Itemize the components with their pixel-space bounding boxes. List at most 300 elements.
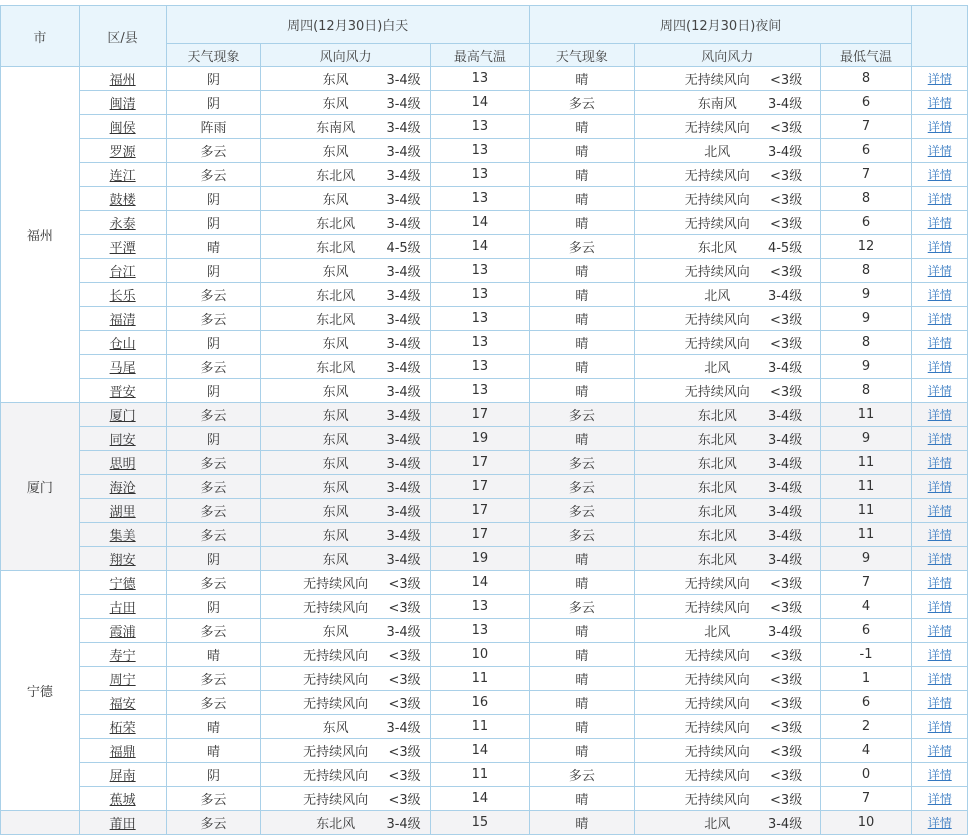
night-wind-level: 3-4级 — [767, 409, 803, 424]
night-wind-direction: 北风 — [704, 289, 731, 304]
day-weather-cell: 多云 — [166, 451, 261, 475]
district-cell — [79, 259, 166, 283]
district-link[interactable]: 霞浦 — [109, 625, 136, 640]
district-link[interactable]: 集美 — [109, 529, 136, 544]
detail-link[interactable]: 详情 — [927, 792, 952, 806]
detail-link[interactable]: 详情 — [927, 96, 952, 110]
night-wind-direction: 无持续风向 — [684, 121, 750, 136]
district-cell — [79, 115, 166, 139]
night-wind-direction: 无持续风向 — [684, 745, 750, 760]
night-weather-cell: 晴 — [529, 547, 634, 571]
night-wind-cell — [634, 115, 820, 139]
night-weather-cell: 晴 — [529, 715, 634, 739]
day-wind-direction: 东风 — [322, 193, 349, 208]
day-wind-cell — [261, 523, 431, 547]
detail-link[interactable]: 详情 — [927, 240, 952, 254]
table-row — [1, 187, 968, 211]
night-wind-level: 3-4级 — [767, 289, 803, 304]
detail-link[interactable]: 详情 — [927, 384, 952, 398]
day-wind-cell — [261, 283, 431, 307]
detail-link[interactable]: 详情 — [927, 648, 952, 662]
detail-cell — [912, 259, 968, 283]
day-weather-cell: 阴 — [166, 331, 261, 355]
night-wind-direction: 无持续风向 — [684, 673, 750, 688]
day-wind-level: 3-4级 — [386, 385, 421, 400]
table-row — [1, 763, 968, 787]
detail-link[interactable]: 详情 — [927, 456, 952, 470]
district-link[interactable]: 同安 — [109, 433, 136, 448]
night-wind-direction: 无持续风向 — [684, 385, 750, 400]
district-link[interactable]: 仓山 — [109, 337, 136, 352]
night-wind-level: 3-4级 — [767, 433, 803, 448]
detail-link[interactable]: 详情 — [927, 504, 952, 518]
detail-cell — [912, 403, 968, 427]
detail-cell — [912, 115, 968, 139]
district-link[interactable]: 闽侯 — [109, 121, 136, 136]
night-wind-cell — [634, 571, 820, 595]
low-temp-cell: 8 — [820, 379, 912, 403]
table-row — [1, 643, 968, 667]
night-weather-cell: 晴 — [529, 163, 634, 187]
detail-cell — [912, 379, 968, 403]
day-wind-direction: 东风 — [322, 337, 349, 352]
night-wind-direction: 东北风 — [697, 409, 737, 424]
day-weather-cell: 多云 — [166, 307, 261, 331]
night-wind-level: <3级 — [770, 673, 803, 688]
district-cell — [79, 283, 166, 307]
detail-cell — [912, 91, 968, 115]
high-temp-cell: 13 — [430, 595, 529, 619]
district-link[interactable]: 莆田 — [109, 817, 136, 832]
night-wind-level: 3-4级 — [767, 505, 803, 520]
high-temp-cell: 13 — [430, 331, 529, 355]
high-temp-cell: 13 — [430, 259, 529, 283]
night-wind-direction: 东北风 — [697, 481, 737, 496]
table-row — [1, 259, 968, 283]
detail-link[interactable]: 详情 — [927, 144, 952, 158]
district-link[interactable]: 福清 — [109, 313, 136, 328]
day-weather-cell: 晴 — [166, 739, 261, 763]
night-wind-cell — [634, 427, 820, 451]
night-weather-cell: 晴 — [529, 643, 634, 667]
night-wind-direction: 北风 — [704, 625, 731, 640]
high-temp-cell: 13 — [430, 307, 529, 331]
district-cell — [79, 499, 166, 523]
detail-link[interactable]: 详情 — [927, 432, 952, 446]
detail-link[interactable]: 详情 — [927, 576, 952, 590]
table-row — [1, 211, 968, 235]
high-temp-cell: 11 — [430, 763, 529, 787]
detail-link[interactable]: 详情 — [927, 600, 952, 614]
high-temp-cell: 14 — [430, 739, 529, 763]
night-wind-level: 3-4级 — [767, 817, 803, 832]
day-wind-level: <3级 — [388, 649, 421, 664]
day-wind-level: 3-4级 — [386, 409, 421, 424]
district-link[interactable]: 罗源 — [109, 145, 136, 160]
night-wind-level: 3-4级 — [767, 481, 803, 496]
table-row — [1, 307, 968, 331]
district-cell — [79, 139, 166, 163]
low-temp-cell: -1 — [820, 643, 912, 667]
low-temp-cell: 11 — [820, 403, 912, 427]
district-cell — [79, 355, 166, 379]
day-wind-direction: 东风 — [322, 505, 349, 520]
district-link[interactable]: 永泰 — [109, 217, 136, 232]
night-wind-level: <3级 — [770, 385, 803, 400]
day-weather-cell: 多云 — [166, 163, 261, 187]
city-cell: 宁德 — [1, 571, 80, 811]
day-wind-cell — [261, 451, 431, 475]
night-weather-cell: 晴 — [529, 67, 634, 91]
district-link[interactable]: 海沧 — [109, 481, 136, 496]
day-wind-direction: 东风 — [322, 73, 349, 88]
table-row — [1, 811, 968, 835]
night-wind-level: <3级 — [770, 73, 803, 88]
district-cell — [79, 451, 166, 475]
detail-link[interactable]: 详情 — [927, 744, 952, 758]
detail-link[interactable]: 详情 — [927, 288, 952, 302]
high-temp-cell: 13 — [430, 619, 529, 643]
detail-cell — [912, 283, 968, 307]
night-wind-direction: 无持续风向 — [684, 697, 750, 712]
night-wind-direction: 东北风 — [697, 433, 737, 448]
day-wind-level: 3-4级 — [386, 457, 421, 472]
day-wind-cell — [261, 91, 431, 115]
district-link[interactable]: 马尾 — [109, 361, 136, 376]
detail-cell — [912, 811, 968, 835]
night-wind-cell — [634, 739, 820, 763]
district-link[interactable]: 闽清 — [109, 97, 136, 112]
night-weather-cell: 晴 — [529, 139, 634, 163]
night-wind-direction: 无持续风向 — [684, 265, 750, 280]
day-wind-level: 3-4级 — [386, 481, 421, 496]
day-wind-cell — [261, 595, 431, 619]
night-wind-cell — [634, 667, 820, 691]
detail-cell — [912, 571, 968, 595]
table-row — [1, 619, 968, 643]
night-wind-cell — [634, 259, 820, 283]
day-wind-level: 3-4级 — [386, 505, 421, 520]
night-wind-cell — [634, 91, 820, 115]
detail-cell — [912, 763, 968, 787]
night-wind-level: <3级 — [770, 217, 803, 232]
night-wind-cell — [634, 547, 820, 571]
day-wind-level: <3级 — [388, 673, 421, 688]
night-wind-level: <3级 — [770, 793, 803, 808]
district-link[interactable]: 周宁 — [109, 673, 136, 688]
day-weather-cell: 多云 — [166, 499, 261, 523]
day-weather-cell: 多云 — [166, 475, 261, 499]
low-temp-cell: 11 — [820, 523, 912, 547]
district-cell — [79, 691, 166, 715]
day-wind-level: 4-5级 — [386, 241, 421, 256]
night-wind-direction: 东北风 — [697, 529, 737, 544]
day-wind-cell — [261, 691, 431, 715]
high-temp-cell: 11 — [430, 715, 529, 739]
night-wind-direction: 无持续风向 — [684, 769, 750, 784]
detail-link[interactable]: 详情 — [927, 264, 952, 278]
low-temp-cell: 6 — [820, 211, 912, 235]
high-temp-cell: 14 — [430, 787, 529, 811]
low-temp-cell: 11 — [820, 475, 912, 499]
district-link[interactable]: 台江 — [109, 265, 136, 280]
district-link[interactable]: 屏南 — [109, 769, 136, 784]
table-row — [1, 595, 968, 619]
district-link[interactable]: 柘荣 — [109, 721, 136, 736]
detail-link[interactable]: 详情 — [927, 768, 952, 782]
low-temp-cell: 11 — [820, 499, 912, 523]
day-wind-cell — [261, 739, 431, 763]
day-wind-level: 3-4级 — [386, 625, 421, 640]
high-temp-cell: 14 — [430, 235, 529, 259]
detail-link[interactable]: 详情 — [927, 552, 952, 566]
day-weather-cell: 多云 — [166, 139, 261, 163]
district-cell — [79, 547, 166, 571]
day-wind-direction: 东风 — [322, 97, 349, 112]
day-wind-direction: 东北风 — [316, 289, 356, 304]
night-wind-level: 3-4级 — [767, 145, 803, 160]
detail-cell — [912, 451, 968, 475]
detail-link[interactable]: 详情 — [927, 312, 952, 326]
detail-link[interactable]: 详情 — [927, 216, 952, 230]
district-cell — [79, 211, 166, 235]
detail-cell — [912, 595, 968, 619]
high-temp-cell: 14 — [430, 211, 529, 235]
district-cell — [79, 523, 166, 547]
night-weather-cell: 晴 — [529, 379, 634, 403]
night-wind-direction: 东北风 — [697, 553, 737, 568]
table-row — [1, 475, 968, 499]
district-link[interactable]: 平潭 — [109, 241, 136, 256]
day-weather-cell: 阴 — [166, 211, 261, 235]
detail-link[interactable]: 详情 — [927, 120, 952, 134]
detail-cell — [912, 787, 968, 811]
detail-link[interactable]: 详情 — [927, 72, 952, 86]
detail-link[interactable]: 详情 — [927, 720, 952, 734]
low-temp-cell: 8 — [820, 187, 912, 211]
high-temp-cell: 13 — [430, 187, 529, 211]
district-cell — [79, 307, 166, 331]
low-temp-cell: 8 — [820, 67, 912, 91]
district-link[interactable]: 鼓楼 — [109, 193, 136, 208]
high-temp-cell: 13 — [430, 139, 529, 163]
night-wind-level: 3-4级 — [767, 457, 803, 472]
day-wind-level: 3-4级 — [386, 817, 421, 832]
high-temp-cell: 19 — [430, 547, 529, 571]
low-temp-cell: 1 — [820, 667, 912, 691]
high-temp-cell: 13 — [430, 115, 529, 139]
district-link[interactable]: 寿宁 — [109, 649, 136, 664]
detail-cell — [912, 715, 968, 739]
night-wind-cell — [634, 763, 820, 787]
day-weather-cell: 阴 — [166, 259, 261, 283]
day-weather-cell: 晴 — [166, 235, 261, 259]
day-wind-level: 3-4级 — [386, 193, 421, 208]
night-wind-cell — [634, 187, 820, 211]
high-temp-cell: 14 — [430, 571, 529, 595]
detail-link[interactable]: 详情 — [927, 528, 952, 542]
district-cell — [79, 763, 166, 787]
detail-cell — [912, 499, 968, 523]
high-temp-cell: 17 — [430, 451, 529, 475]
night-wind-cell — [634, 403, 820, 427]
table-row — [1, 139, 968, 163]
night-wind-cell — [634, 307, 820, 331]
day-wind-cell — [261, 475, 431, 499]
high-temp-cell: 13 — [430, 379, 529, 403]
low-temp-cell: 9 — [820, 355, 912, 379]
day-wind-cell — [261, 163, 431, 187]
district-link[interactable]: 福鼎 — [109, 745, 136, 760]
table-row — [1, 739, 968, 763]
detail-link[interactable]: 详情 — [927, 672, 952, 686]
low-temp-cell: 2 — [820, 715, 912, 739]
detail-link[interactable]: 详情 — [927, 624, 952, 638]
night-wind-direction: 无持续风向 — [684, 73, 750, 88]
district-link[interactable]: 思明 — [109, 457, 136, 472]
detail-cell — [912, 427, 968, 451]
detail-link[interactable]: 详情 — [927, 408, 952, 422]
high-temp-cell: 19 — [430, 427, 529, 451]
district-link[interactable]: 宁德 — [109, 577, 136, 592]
detail-cell — [912, 235, 968, 259]
night-wind-cell — [634, 643, 820, 667]
low-temp-cell: 9 — [820, 427, 912, 451]
detail-link[interactable]: 详情 — [927, 816, 952, 830]
table-row — [1, 379, 968, 403]
low-temp-cell: 7 — [820, 163, 912, 187]
night-wind-level: <3级 — [770, 169, 803, 184]
day-wind-level: 3-4级 — [386, 73, 421, 88]
day-wind-direction: 东风 — [322, 457, 349, 472]
detail-link[interactable]: 详情 — [927, 168, 952, 182]
detail-cell — [912, 523, 968, 547]
night-wind-cell — [634, 163, 820, 187]
day-wind-cell — [261, 331, 431, 355]
night-weather-cell: 晴 — [529, 787, 634, 811]
day-wind-cell — [261, 619, 431, 643]
header-detail — [912, 6, 968, 67]
day-wind-cell — [261, 643, 431, 667]
high-temp-cell: 17 — [430, 403, 529, 427]
low-temp-cell: 7 — [820, 571, 912, 595]
night-wind-direction: 无持续风向 — [684, 601, 750, 616]
district-link[interactable]: 福州 — [109, 73, 136, 88]
night-weather-cell: 多云 — [529, 499, 634, 523]
detail-link[interactable]: 详情 — [927, 696, 952, 710]
night-wind-direction: 无持续风向 — [684, 649, 750, 664]
night-wind-cell — [634, 211, 820, 235]
header-night-wind: 风向风力 — [634, 44, 820, 67]
night-weather-cell: 晴 — [529, 187, 634, 211]
night-wind-level: <3级 — [770, 697, 803, 712]
day-wind-direction: 东风 — [322, 433, 349, 448]
district-cell — [79, 811, 166, 835]
day-wind-cell — [261, 187, 431, 211]
day-wind-level: 3-4级 — [386, 337, 421, 352]
district-link[interactable]: 晋安 — [109, 385, 136, 400]
day-wind-direction: 东风 — [322, 529, 349, 544]
day-weather-cell: 多云 — [166, 571, 261, 595]
district-link[interactable]: 古田 — [109, 601, 136, 616]
district-link[interactable]: 翔安 — [109, 553, 136, 568]
detail-link[interactable]: 详情 — [927, 480, 952, 494]
header-city: 市 — [1, 6, 80, 67]
day-wind-level: 3-4级 — [386, 97, 421, 112]
night-weather-cell: 多云 — [529, 763, 634, 787]
district-link[interactable]: 连江 — [109, 169, 136, 184]
district-cell — [79, 571, 166, 595]
night-wind-cell — [634, 499, 820, 523]
day-wind-cell — [261, 811, 431, 835]
district-link[interactable]: 厦门 — [109, 409, 136, 424]
night-wind-direction: 北风 — [704, 817, 731, 832]
low-temp-cell: 8 — [820, 259, 912, 283]
day-wind-cell — [261, 763, 431, 787]
detail-cell — [912, 475, 968, 499]
day-wind-cell — [261, 259, 431, 283]
day-wind-level: 3-4级 — [386, 121, 421, 136]
low-temp-cell: 7 — [820, 115, 912, 139]
table-row — [1, 115, 968, 139]
night-weather-cell: 多云 — [529, 475, 634, 499]
night-wind-level: 4-5级 — [767, 241, 803, 256]
night-weather-cell: 晴 — [529, 331, 634, 355]
night-wind-cell — [634, 235, 820, 259]
high-temp-cell: 15 — [430, 811, 529, 835]
low-temp-cell: 6 — [820, 139, 912, 163]
district-link[interactable]: 湖里 — [109, 505, 136, 520]
district-link[interactable]: 长乐 — [109, 289, 136, 304]
district-cell — [79, 595, 166, 619]
night-weather-cell: 晴 — [529, 739, 634, 763]
day-wind-cell — [261, 547, 431, 571]
day-wind-direction: 无持续风向 — [303, 649, 369, 664]
day-wind-direction: 东北风 — [316, 217, 356, 232]
weather-forecast-table — [0, 5, 968, 835]
night-wind-level: 3-4级 — [767, 553, 803, 568]
detail-cell — [912, 691, 968, 715]
day-wind-cell — [261, 379, 431, 403]
detail-link[interactable]: 详情 — [927, 336, 952, 350]
night-weather-cell: 晴 — [529, 427, 634, 451]
district-cell — [79, 163, 166, 187]
low-temp-cell: 9 — [820, 283, 912, 307]
day-weather-cell: 阴 — [166, 547, 261, 571]
detail-link[interactable]: 详情 — [927, 360, 952, 374]
night-wind-direction: 无持续风向 — [684, 313, 750, 328]
district-link[interactable]: 蕉城 — [109, 793, 136, 808]
night-wind-direction: 无持续风向 — [684, 337, 750, 352]
night-wind-cell — [634, 811, 820, 835]
district-cell — [79, 667, 166, 691]
low-temp-cell: 11 — [820, 451, 912, 475]
night-wind-cell — [634, 619, 820, 643]
table-row — [1, 451, 968, 475]
detail-link[interactable]: 详情 — [927, 192, 952, 206]
night-wind-level: <3级 — [770, 649, 803, 664]
night-weather-cell: 晴 — [529, 571, 634, 595]
day-wind-level: 3-4级 — [386, 169, 421, 184]
day-wind-cell — [261, 115, 431, 139]
high-temp-cell: 11 — [430, 667, 529, 691]
header-day-wind: 风向风力 — [261, 44, 431, 67]
detail-cell — [912, 187, 968, 211]
district-link[interactable]: 福安 — [109, 697, 136, 712]
detail-cell — [912, 307, 968, 331]
night-wind-cell — [634, 523, 820, 547]
low-temp-cell: 0 — [820, 763, 912, 787]
